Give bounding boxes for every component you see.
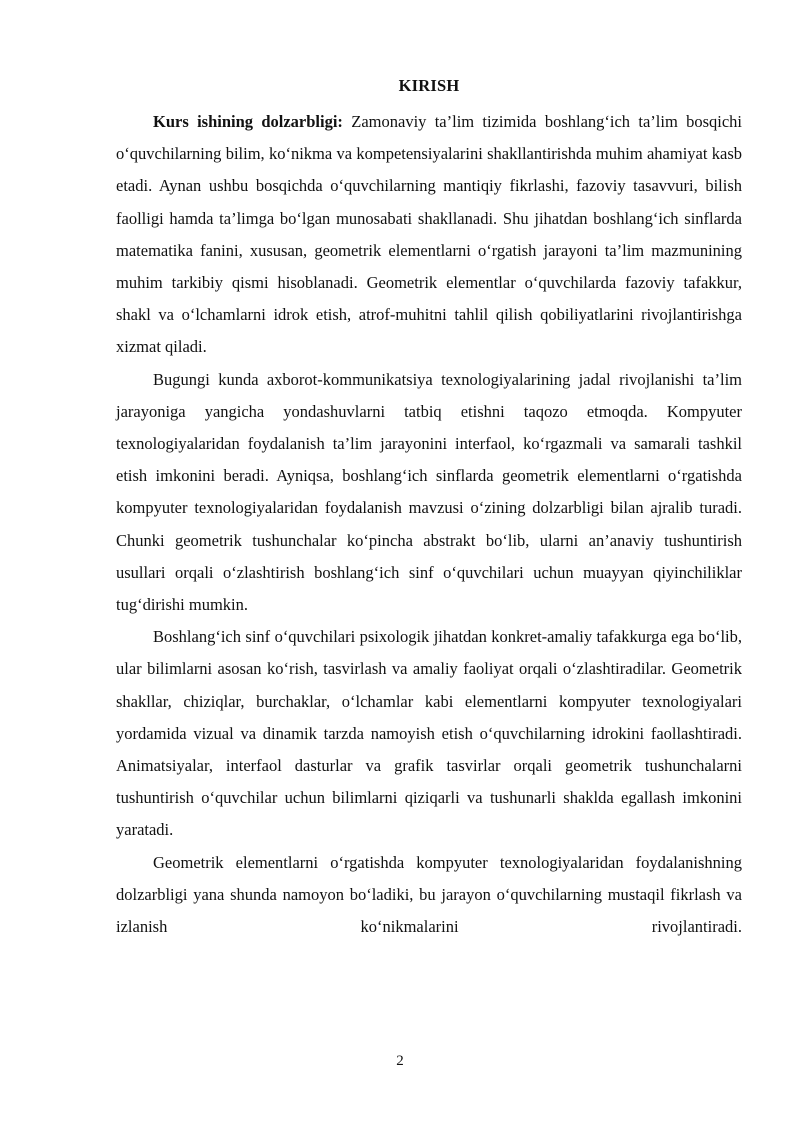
paragraph-psychology: Boshlang‘ich sinf o‘quvchilari psixologik jihatdan konkret-amaliy tafakkurga ega bo‘lib, ular bilimlarni asosan ko‘rish, tasvirlash va amaliy faoliyat orqali o‘zlashtiradilar. Geometrik shakllar, chiziqlar, burchaklar, o‘lchamlar kabi elementlarni kompyuter texnologiyalari yordamida vizual va dinamik tarzda namoyish etish o‘quvchilarning idrokini faollashtiradi. Animatsiyalar, interfaol dasturlar va grafik tasvirlar orqali geometrik tushunchalarni tushuntirish o‘quvchilar uchun bilimlarni qiziqarli va tushunarli shaklda egallash imkonini yaratadi. <box>116 627 742 840</box>
section-heading: KIRISH <box>398 76 460 95</box>
document-page <box>116 76 742 943</box>
paragraph-text: Zamonaviy ta’lim tizimida boshlang‘ich ta’lim bosqichi o‘quvchilarning bilim, ko‘nikma va kompetensiyalarini shakllantirishda muhim ahamiyat kasb etadi. Aynan ushbu bosqichda o‘quvchilarning mantiqiy fikrlashi, fazoviy tasavvuri, bilish faolligi hamda ta’limga bo‘lgan munosabati shakllanadi. Shu jihatdan boshlang‘ich sinflarda matematika fanini, xususan, geometrik elementlarni o‘rgatish jarayoni ta’lim mazmunining muhim tarkibiy qismi hisoblanadi. Geometrik elementlar o‘quvchilarda fazoviy tafakkur, shakl va o‘lchamlarni idrok etish, atrof-muhitni tahlil qilish qobiliyatlarini rivojlantirishga xizmat qiladi. <box>116 112 743 357</box>
paragraph-relevance <box>116 106 742 364</box>
paragraph-geometric-elements: Geometrik elementlarni o‘rgatishda kompyuter texnologiyalaridan foydalanishning dolzarbligi yana shunda namoyon bo‘ladiki, bu jarayon o‘quvchilarning mustaqil fikrlash va izlanish ko‘nikmalarini rivojlantiradi. <box>116 852 742 937</box>
paragraph-lead: Kurs ishining dolzarbligi: <box>153 112 343 131</box>
paragraph-ict: Bugungi kunda axborot-kommunikatsiya texnologiyalarining jadal rivojlanishi ta’lim jarayoniga yangicha yondashuvlarni tatbiq etishni taqozo etmoqda. Kompyuter texnologiyalaridan foydalanish ta’lim jarayonini interfaol, ko‘rgazmali va samarali tashkil etish imkonini beradi. Ayniqsa, boshlang‘ich sinflarda geometrik elementlarni o‘rgatishda kompyuter texnologiyalaridan foydalanish mavzusi o‘zining dolzarbligi bilan ajralib turadi. Chunki geometrik tushunchalar ko‘pincha abstrakt bo‘lib, ularni an’anaviy tushuntirish usullari orqali o‘zlashtirish boshlang‘ich sinf o‘quvchilari uchun muayyan qiyinchiliklar tug‘dirishi mumkin. <box>116 369 742 615</box>
page-number: 2 <box>396 1053 404 1069</box>
